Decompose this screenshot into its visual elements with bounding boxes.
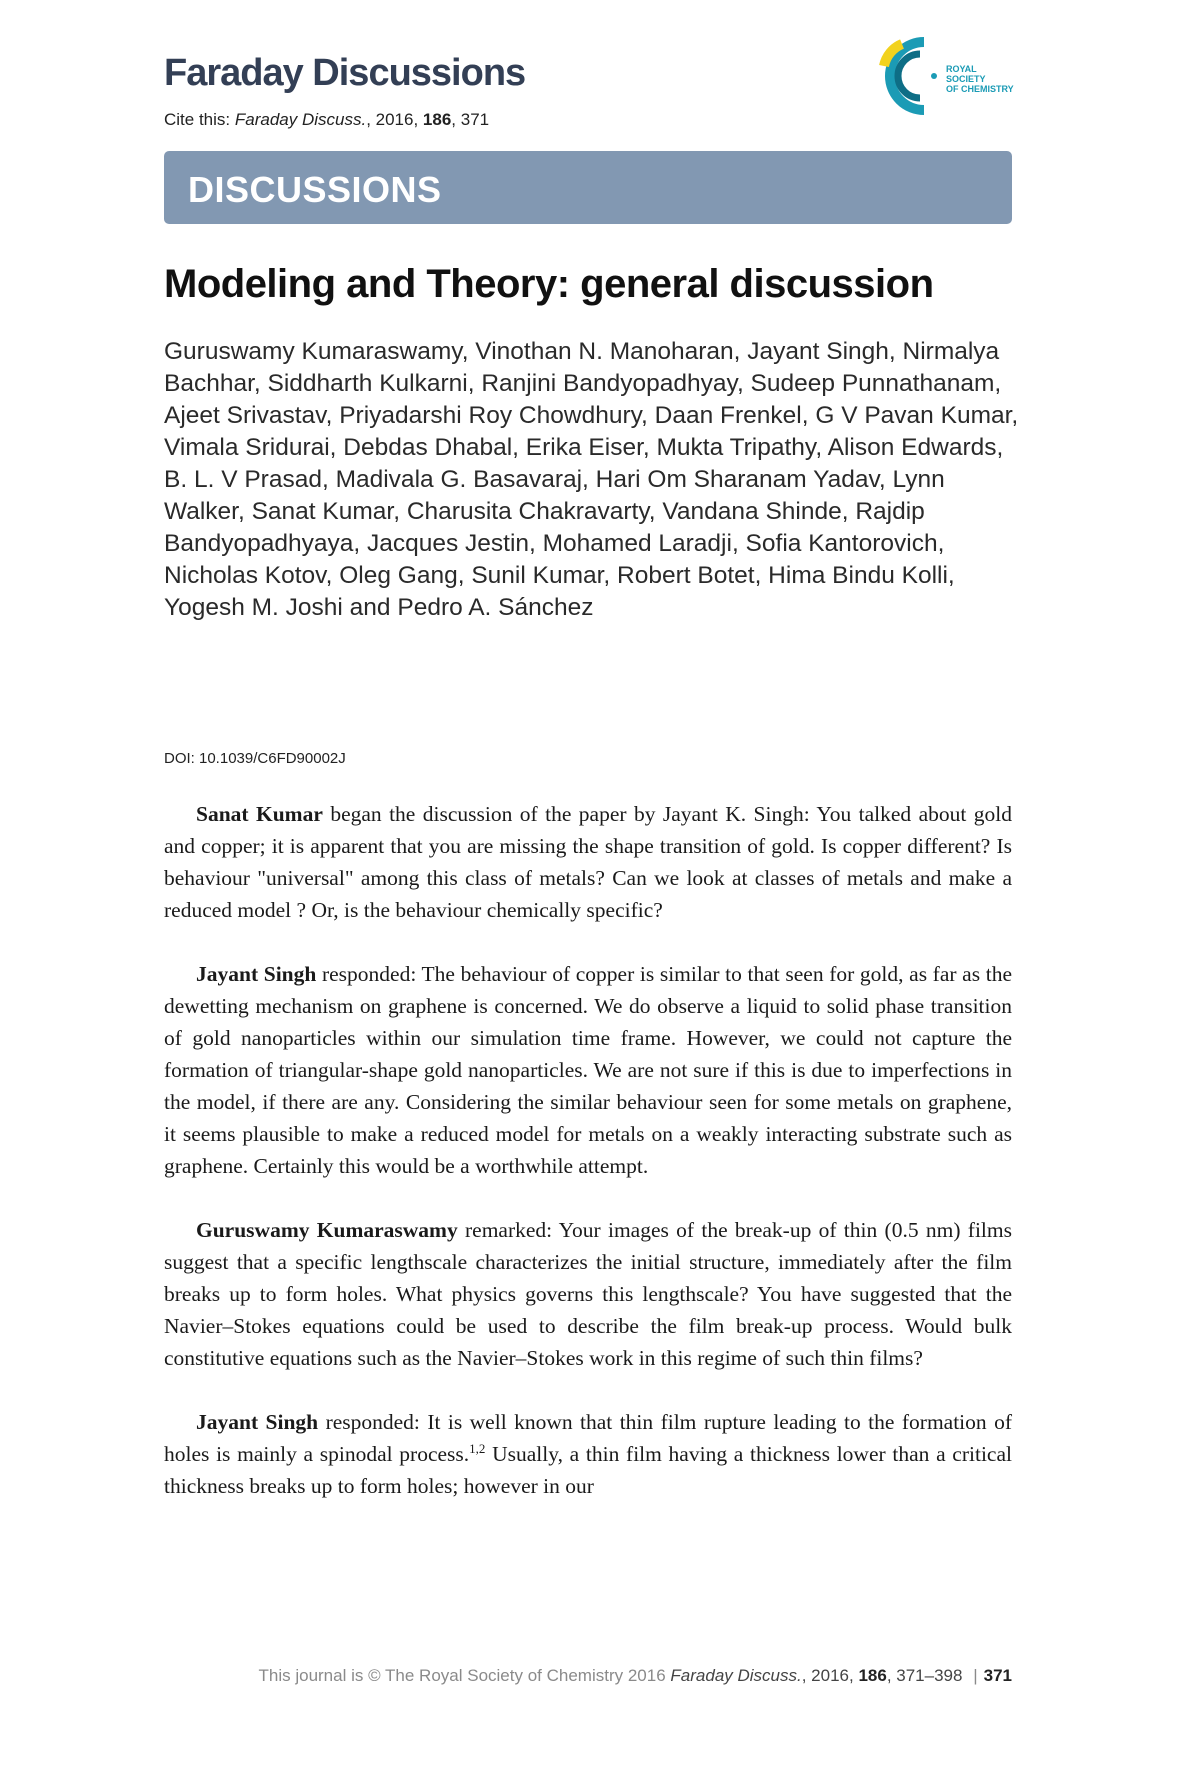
speaker-name: Jayant Singh: [196, 1410, 319, 1434]
footer-volume: 186: [858, 1666, 887, 1685]
discussion-paragraph: [164, 798, 1012, 926]
paragraph-text: responded: It is well known that thin film rupture leading to the formation of holes is mainly a spinodal process.: [164, 1410, 1012, 1466]
paragraph-text: remarked: Your images of the break-up of thin (0.5 nm) films suggest that a specific lengthscale characterizes the initial structure, immediately after the film breaks up to form holes. What physics governs this lengthscale? You have suggested that the Navier–Stokes equations could be used to describe the film break-up process. Would bulk constitutive equations such as the Navier–Stokes work in this regime of such thin films?: [164, 1218, 1012, 1370]
cite-page: , 371: [451, 110, 490, 129]
logo-text-line1: ROYAL SOCIETY: [946, 64, 986, 84]
rsc-logo-text: [946, 64, 1016, 94]
article-title: Modeling and Theory: general discussion: [164, 262, 934, 306]
footer-year: , 2016,: [801, 1666, 859, 1685]
rsc-logo: [876, 28, 1016, 124]
speaker-name: Sanat Kumar: [196, 802, 323, 826]
page-footer: [164, 1666, 1012, 1686]
logo-text-line2: OF CHEMISTRY: [946, 84, 1014, 94]
journal-title: Faraday Discussions: [164, 52, 526, 94]
page-number: 371: [983, 1666, 1012, 1685]
banner-label: DISCUSSIONS: [188, 169, 442, 210]
speaker-name: Jayant Singh: [196, 962, 317, 986]
discussion-paragraph: [164, 958, 1012, 1182]
paragraph-text: Usually, a thin film having a thickness lower than a critical thickness breaks up to form holes; however in our: [164, 1442, 1012, 1498]
footer-separator: |: [973, 1666, 978, 1685]
doi-link[interactable]: DOI: 10.1039/C6FD90002J: [164, 750, 346, 767]
cite-label: Cite this:: [164, 110, 231, 129]
cite-volume: 186: [422, 110, 452, 129]
footer-pages: , 371–398: [886, 1666, 963, 1685]
paragraph-text: began the discussion of the paper by Jayant K. Singh: You talked about gold and copper; it is apparent that you are missing the shape transition of gold. Is copper different? Is behaviour "universal" among this class of metals? Can we look at classes of metals and make a reduced model ? Or, is the behaviour chemically specific?: [164, 802, 1012, 922]
cite-year: , 2016,: [366, 110, 423, 129]
discussion-paragraph: [164, 1406, 1012, 1502]
citation-reference[interactable]: 1,2: [469, 1440, 486, 1456]
rsc-logo-mark: [876, 28, 946, 124]
footer-copyright: This journal is © The Royal Society of Chemistry 2016: [258, 1666, 666, 1685]
section-banner: [164, 151, 1012, 224]
discussion-body: [164, 798, 1012, 1534]
speaker-name: Guruswamy Kumaraswamy: [196, 1218, 458, 1242]
paragraph-text: responded: The behaviour of copper is similar to that seen for gold, as far as the dewetting mechanism on graphene is concerned. We do observe a liquid to solid phase transition of gold nanoparticles within our simulation time frame. However, we could not capture the formation of triangular-shape gold nanoparticles. We are not sure if this is due to imperfections in the model, if there are any. Considering the similar behaviour seen for some metals on graphene, it seems plausible to make a reduced model for metals on a weakly interacting substrate such as graphene. Certainly this would be a worthwhile attempt.: [164, 962, 1012, 1178]
footer-journal: Faraday Discuss.: [670, 1666, 802, 1685]
citation-line: [164, 110, 489, 130]
author-list: Guruswamy Kumaraswamy, Vinothan N. Manoharan, Jayant Singh, Nirmalya Bachhar, Siddharth Kulkarni, Ranjini Bandyopadhyay, Sudeep Punnathanam, Ajeet Srivastav, Priyadarshi Roy Chowdhury, Daan Frenkel, G V Pavan Kumar, Vimala Sridurai, Debdas Dhabal, Erika Eiser, Mukta Tripathy, Alison Edwards, B. L. V Prasad, Madivala G. Basavaraj, Hari Om Sharanam Yadav, Lynn Walker, Sanat Kumar, Charusita Chakravarty, Vandana Shinde, Rajdip Bandyopadhyaya, Jacques Jestin, Mohamed Laradji, Sofia Kantorovich, Nicholas Kotov, Oleg Gang, Sunil Kumar, Robert Botet, Hima Bindu Kolli, Yogesh M. Joshi and Pedro A. Sánchez: [164, 338, 1019, 621]
cite-journal: Faraday Discuss.: [234, 110, 367, 129]
discussion-paragraph: [164, 1214, 1012, 1374]
